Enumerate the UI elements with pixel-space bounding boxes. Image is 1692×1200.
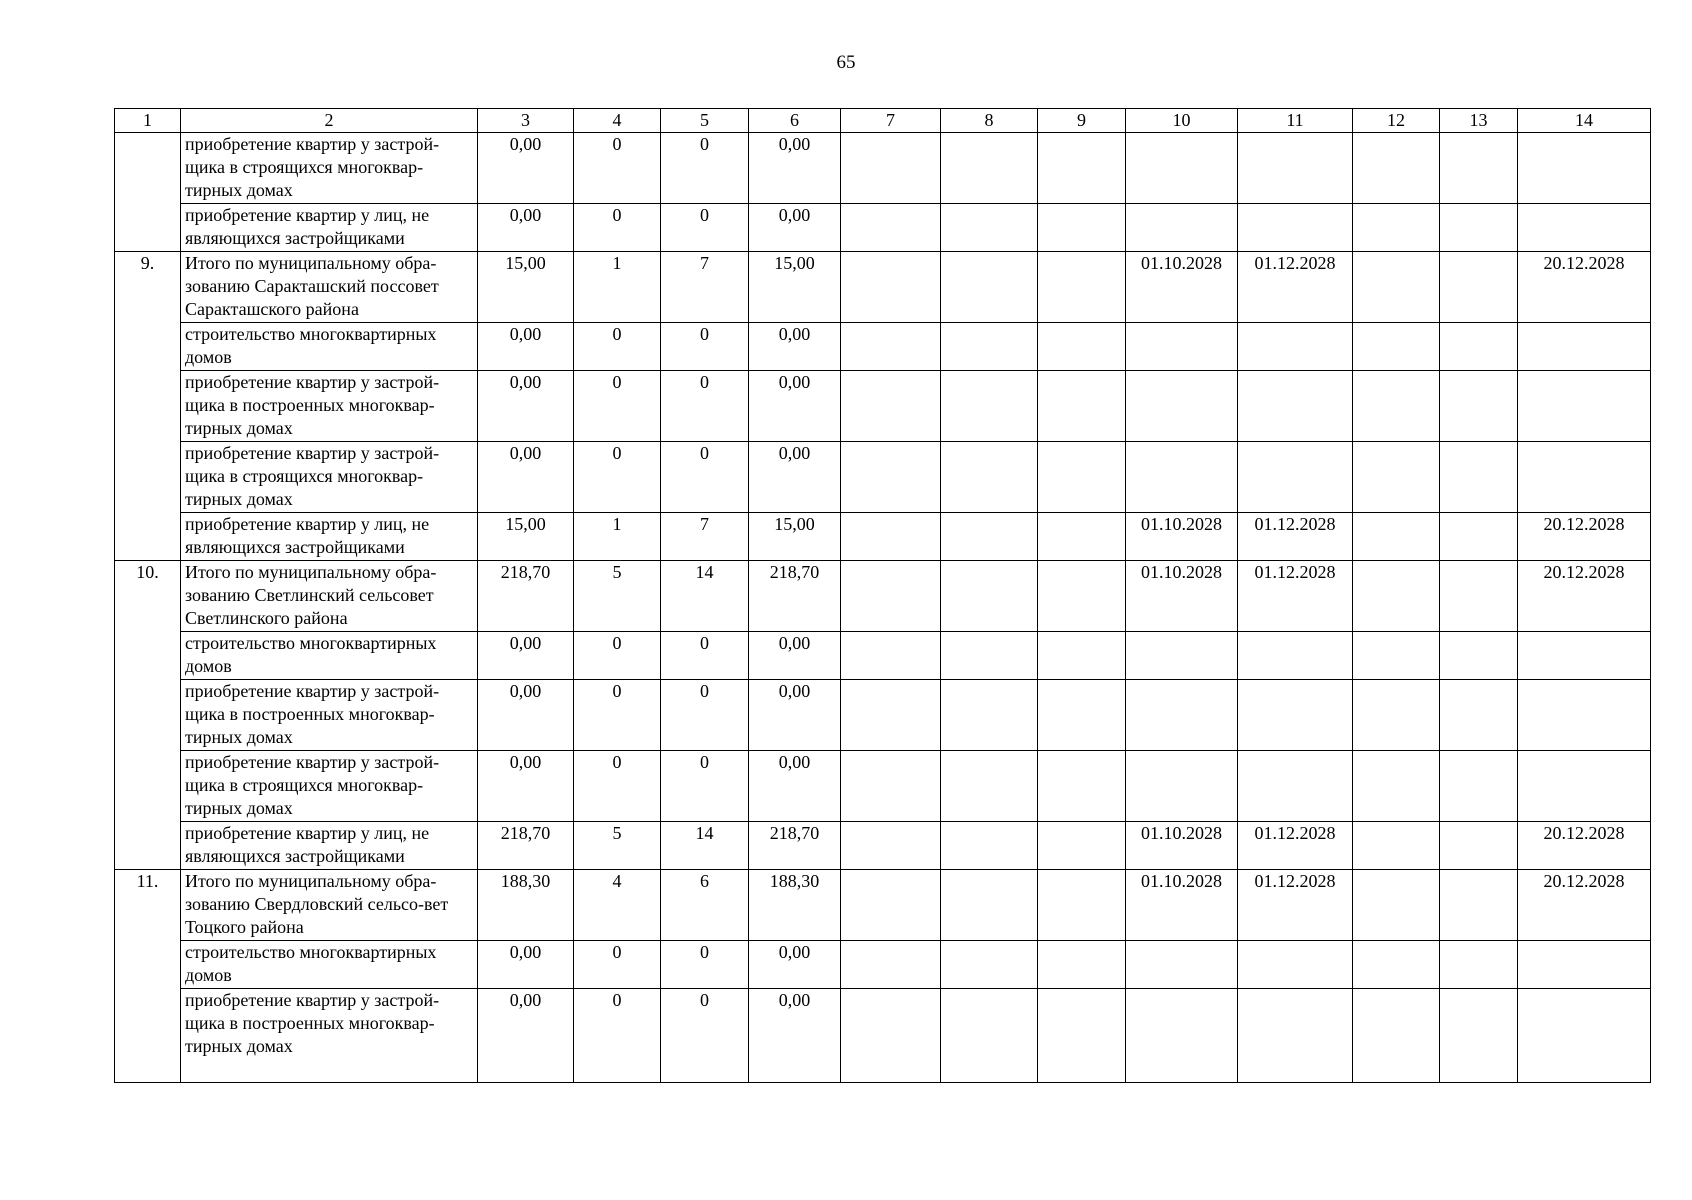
col6-cell: 218,70	[749, 822, 841, 870]
col14-cell	[1518, 323, 1651, 371]
col11-cell: 01.12.2028	[1238, 252, 1353, 323]
col3-cell: 0,00	[478, 680, 574, 751]
col14-cell: 20.12.2028	[1518, 561, 1651, 632]
col8-cell	[941, 822, 1038, 870]
col6-cell: 0,00	[749, 204, 841, 252]
col14-cell	[1518, 751, 1651, 822]
header-cell: 4	[574, 109, 661, 133]
col6-cell: 15,00	[749, 513, 841, 561]
col4-cell: 0	[574, 371, 661, 442]
col11-cell	[1238, 989, 1353, 1083]
col3-cell: 0,00	[478, 133, 574, 204]
col11-cell	[1238, 133, 1353, 204]
col4-cell: 0	[574, 941, 661, 989]
col9-cell	[1038, 632, 1126, 680]
col4-cell: 0	[574, 632, 661, 680]
col5-cell: 0	[661, 133, 749, 204]
col5-cell: 7	[661, 513, 749, 561]
col12-cell	[1353, 323, 1440, 371]
col7-cell	[841, 680, 941, 751]
col14-cell	[1518, 989, 1651, 1083]
description-cell: приобретение квартир у застрой-щика в строящихся многоквар-тирных домах	[181, 751, 478, 822]
table-row	[115, 989, 1651, 1083]
col3-cell: 0,00	[478, 371, 574, 442]
col7-cell	[841, 133, 941, 204]
col3-cell: 15,00	[478, 513, 574, 561]
col7-cell	[841, 561, 941, 632]
row-number-cell	[115, 133, 181, 252]
col13-cell	[1440, 371, 1518, 442]
table-row	[115, 442, 1651, 513]
col10-cell	[1126, 133, 1238, 204]
col8-cell	[941, 989, 1038, 1083]
col11-cell	[1238, 442, 1353, 513]
description-cell: приобретение квартир у застрой-щика в строящихся многоквар-тирных домах	[181, 133, 478, 204]
col11-cell	[1238, 751, 1353, 822]
col4-cell: 0	[574, 133, 661, 204]
col9-cell	[1038, 561, 1126, 632]
col4-cell: 1	[574, 252, 661, 323]
col14-cell	[1518, 133, 1651, 204]
col8-cell	[941, 252, 1038, 323]
col6-cell: 218,70	[749, 561, 841, 632]
col10-cell	[1126, 442, 1238, 513]
col3-cell: 0,00	[478, 323, 574, 371]
col7-cell	[841, 632, 941, 680]
col9-cell	[1038, 371, 1126, 442]
col8-cell	[941, 204, 1038, 252]
col12-cell	[1353, 204, 1440, 252]
col9-cell	[1038, 133, 1126, 204]
col7-cell	[841, 513, 941, 561]
table-row	[115, 870, 1651, 941]
header-cell: 6	[749, 109, 841, 133]
col8-cell	[941, 442, 1038, 513]
row-number-cell: 11.	[115, 870, 181, 1083]
col8-cell	[941, 751, 1038, 822]
col7-cell	[841, 204, 941, 252]
col6-cell: 0,00	[749, 751, 841, 822]
col14-cell	[1518, 442, 1651, 513]
col11-cell	[1238, 680, 1353, 751]
description-cell: Итого по муниципальному обра-зованию Свердловский сельсо-вет Тоцкого района	[181, 870, 478, 941]
description-cell: приобретение квартир у застрой-щика в построенных многоквар-тирных домах	[181, 989, 478, 1083]
col3-cell: 0,00	[478, 751, 574, 822]
col3-cell: 15,00	[478, 252, 574, 323]
col13-cell	[1440, 204, 1518, 252]
col11-cell	[1238, 632, 1353, 680]
row-number-cell: 10.	[115, 561, 181, 870]
header-cell: 14	[1518, 109, 1651, 133]
header-row	[115, 109, 1651, 133]
col7-cell	[841, 252, 941, 323]
col14-cell: 20.12.2028	[1518, 252, 1651, 323]
description-cell: приобретение квартир у лиц, не являющихся застройщиками	[181, 513, 478, 561]
col6-cell: 0,00	[749, 323, 841, 371]
col5-cell: 0	[661, 680, 749, 751]
col8-cell	[941, 513, 1038, 561]
col12-cell	[1353, 133, 1440, 204]
col13-cell	[1440, 822, 1518, 870]
col14-cell	[1518, 632, 1651, 680]
col8-cell	[941, 133, 1038, 204]
description-cell: приобретение квартир у лиц, не являющихся застройщиками	[181, 204, 478, 252]
col4-cell: 0	[574, 751, 661, 822]
col14-cell: 20.12.2028	[1518, 870, 1651, 941]
col4-cell: 5	[574, 561, 661, 632]
col3-cell: 218,70	[478, 822, 574, 870]
col5-cell: 7	[661, 252, 749, 323]
col9-cell	[1038, 442, 1126, 513]
col8-cell	[941, 561, 1038, 632]
col12-cell	[1353, 870, 1440, 941]
table-row	[115, 680, 1651, 751]
col3-cell: 0,00	[478, 941, 574, 989]
header-cell: 2	[181, 109, 478, 133]
col7-cell	[841, 751, 941, 822]
col9-cell	[1038, 751, 1126, 822]
table-row	[115, 323, 1651, 371]
col12-cell	[1353, 680, 1440, 751]
col4-cell: 5	[574, 822, 661, 870]
col13-cell	[1440, 513, 1518, 561]
col5-cell: 0	[661, 204, 749, 252]
col9-cell	[1038, 323, 1126, 371]
col10-cell	[1126, 751, 1238, 822]
header-cell: 3	[478, 109, 574, 133]
col12-cell	[1353, 561, 1440, 632]
table-row	[115, 941, 1651, 989]
description-cell: строительство многоквартирных домов	[181, 632, 478, 680]
col13-cell	[1440, 632, 1518, 680]
description-cell: приобретение квартир у застрой-щика в построенных многоквар-тирных домах	[181, 680, 478, 751]
col10-cell: 01.10.2028	[1126, 252, 1238, 323]
col13-cell	[1440, 680, 1518, 751]
col4-cell: 1	[574, 513, 661, 561]
col7-cell	[841, 822, 941, 870]
col13-cell	[1440, 870, 1518, 941]
col9-cell	[1038, 204, 1126, 252]
description-cell: приобретение квартир у застрой-щика в построенных многоквар-тирных домах	[181, 371, 478, 442]
col3-cell: 218,70	[478, 561, 574, 632]
col12-cell	[1353, 371, 1440, 442]
col9-cell	[1038, 870, 1126, 941]
col10-cell: 01.10.2028	[1126, 513, 1238, 561]
description-cell: Итого по муниципальному обра-зованию Светлинский сельсовет Светлинского района	[181, 561, 478, 632]
table-row	[115, 252, 1651, 323]
col7-cell	[841, 989, 941, 1083]
col5-cell: 14	[661, 561, 749, 632]
col6-cell: 0,00	[749, 632, 841, 680]
col10-cell: 01.10.2028	[1126, 561, 1238, 632]
col14-cell: 20.12.2028	[1518, 513, 1651, 561]
col13-cell	[1440, 252, 1518, 323]
description-cell: приобретение квартир у застрой-щика в строящихся многоквар-тирных домах	[181, 442, 478, 513]
col3-cell: 0,00	[478, 442, 574, 513]
row-number-cell: 9.	[115, 252, 181, 561]
col10-cell: 01.10.2028	[1126, 822, 1238, 870]
col8-cell	[941, 632, 1038, 680]
col5-cell: 6	[661, 870, 749, 941]
description-cell: строительство многоквартирных домов	[181, 941, 478, 989]
col12-cell	[1353, 632, 1440, 680]
col10-cell	[1126, 204, 1238, 252]
col13-cell	[1440, 133, 1518, 204]
col4-cell: 0	[574, 680, 661, 751]
col4-cell: 0	[574, 442, 661, 513]
col13-cell	[1440, 561, 1518, 632]
col9-cell	[1038, 941, 1126, 989]
col10-cell	[1126, 371, 1238, 442]
col11-cell	[1238, 941, 1353, 989]
header-cell: 8	[941, 109, 1038, 133]
header-cell: 9	[1038, 109, 1126, 133]
col10-cell	[1126, 941, 1238, 989]
col8-cell	[941, 323, 1038, 371]
col13-cell	[1440, 941, 1518, 989]
table-row	[115, 561, 1651, 632]
col12-cell	[1353, 442, 1440, 513]
col12-cell	[1353, 941, 1440, 989]
data-table	[114, 108, 1651, 1083]
table-row	[115, 133, 1651, 204]
header-cell: 12	[1353, 109, 1440, 133]
col11-cell	[1238, 204, 1353, 252]
header-cell: 5	[661, 109, 749, 133]
col3-cell: 0,00	[478, 989, 574, 1083]
table-row	[115, 751, 1651, 822]
col3-cell: 0,00	[478, 632, 574, 680]
col5-cell: 0	[661, 941, 749, 989]
table-row	[115, 204, 1651, 252]
col14-cell	[1518, 204, 1651, 252]
header-cell: 13	[1440, 109, 1518, 133]
col4-cell: 4	[574, 870, 661, 941]
col7-cell	[841, 371, 941, 442]
col13-cell	[1440, 323, 1518, 371]
header-cell: 11	[1238, 109, 1353, 133]
col5-cell: 0	[661, 442, 749, 513]
col13-cell	[1440, 751, 1518, 822]
header-cell: 7	[841, 109, 941, 133]
col8-cell	[941, 870, 1038, 941]
col8-cell	[941, 941, 1038, 989]
col9-cell	[1038, 252, 1126, 323]
col5-cell: 0	[661, 323, 749, 371]
col10-cell	[1126, 680, 1238, 751]
col12-cell	[1353, 513, 1440, 561]
col6-cell: 0,00	[749, 941, 841, 989]
col3-cell: 188,30	[478, 870, 574, 941]
col8-cell	[941, 371, 1038, 442]
description-cell: строительство многоквартирных домов	[181, 323, 478, 371]
col11-cell: 01.12.2028	[1238, 513, 1353, 561]
table-row	[115, 632, 1651, 680]
col5-cell: 0	[661, 371, 749, 442]
header-cell: 10	[1126, 109, 1238, 133]
col14-cell	[1518, 941, 1651, 989]
col6-cell: 0,00	[749, 680, 841, 751]
col5-cell: 0	[661, 989, 749, 1083]
col7-cell	[841, 941, 941, 989]
col5-cell: 0	[661, 751, 749, 822]
col4-cell: 0	[574, 323, 661, 371]
col4-cell: 0	[574, 204, 661, 252]
col7-cell	[841, 442, 941, 513]
col11-cell: 01.12.2028	[1238, 561, 1353, 632]
table-row	[115, 513, 1651, 561]
col11-cell	[1238, 371, 1353, 442]
col13-cell	[1440, 989, 1518, 1083]
col12-cell	[1353, 822, 1440, 870]
col5-cell: 0	[661, 632, 749, 680]
col11-cell: 01.12.2028	[1238, 870, 1353, 941]
col10-cell: 01.10.2028	[1126, 870, 1238, 941]
col12-cell	[1353, 252, 1440, 323]
col7-cell	[841, 870, 941, 941]
col14-cell	[1518, 371, 1651, 442]
col11-cell	[1238, 323, 1353, 371]
col6-cell: 188,30	[749, 870, 841, 941]
col9-cell	[1038, 513, 1126, 561]
col6-cell: 0,00	[749, 371, 841, 442]
col6-cell: 0,00	[749, 989, 841, 1083]
col9-cell	[1038, 989, 1126, 1083]
col6-cell: 0,00	[749, 133, 841, 204]
col6-cell: 15,00	[749, 252, 841, 323]
col3-cell: 0,00	[478, 204, 574, 252]
col10-cell	[1126, 632, 1238, 680]
col8-cell	[941, 680, 1038, 751]
col10-cell	[1126, 989, 1238, 1083]
table-row	[115, 822, 1651, 870]
col11-cell: 01.12.2028	[1238, 822, 1353, 870]
col12-cell	[1353, 751, 1440, 822]
table-row	[115, 371, 1651, 442]
col5-cell: 14	[661, 822, 749, 870]
col9-cell	[1038, 822, 1126, 870]
col14-cell	[1518, 680, 1651, 751]
col10-cell	[1126, 323, 1238, 371]
description-cell: Итого по муниципальному обра-зованию Саракташский поссовет Саракташского района	[181, 252, 478, 323]
col4-cell: 0	[574, 989, 661, 1083]
col13-cell	[1440, 442, 1518, 513]
col14-cell: 20.12.2028	[1518, 822, 1651, 870]
col9-cell	[1038, 680, 1126, 751]
col12-cell	[1353, 989, 1440, 1083]
col6-cell: 0,00	[749, 442, 841, 513]
page-number: 65	[836, 52, 856, 73]
header-cell: 1	[115, 109, 181, 133]
col7-cell	[841, 323, 941, 371]
description-cell: приобретение квартир у лиц, не являющихся застройщиками	[181, 822, 478, 870]
